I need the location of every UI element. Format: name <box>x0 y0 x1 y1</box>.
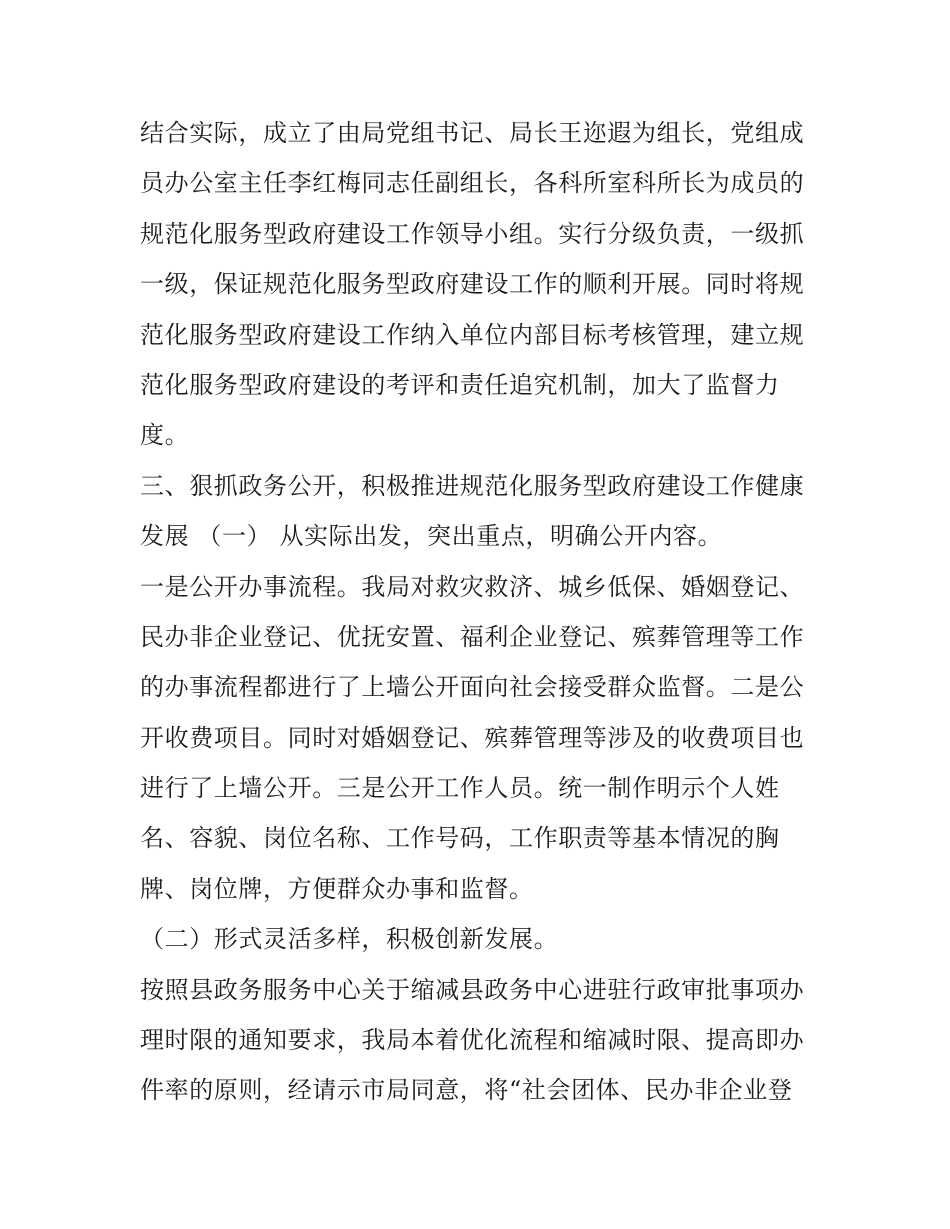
text-line: 结合实际，成立了由局党组书记、局长王迩遐为组长，党组成 <box>140 119 805 147</box>
subsection-heading: （二）形式灵活多样，积极创新发展。 <box>140 925 559 954</box>
text-line: 按照县政务服务中心关于缩减县政务中心进驻行政审批事项办 <box>140 975 805 1004</box>
text-line: 名、容貌、岗位名称、工作号码，工作职责等基本情况的胸 <box>140 824 780 853</box>
text-line: 一级，保证规范化服务型政府建设工作的顺利开展。同时将规 <box>140 270 805 299</box>
section-heading: 发展 （一） 从实际出发，突出重点，明确公开内容。 <box>140 522 723 551</box>
text-line: 规范化服务型政府建设工作领导小组。实行分级负责，一级抓 <box>140 219 805 248</box>
text-line: 一是公开办事流程。我局对救灾救济、城乡低保、婚姻登记、 <box>140 572 805 601</box>
text-line: 件率的原则，经请示市局同意，将“社会团体、民办非企业登 <box>140 1076 793 1105</box>
text-line: 民办非企业登记、优抚安置、福利企业登记、殡葬管理等工作 <box>140 622 805 651</box>
text-line: 的办事流程都进行了上墙公开面向社会接受群众监督。二是公 <box>140 673 805 702</box>
text-line: 进行了上墙公开。三是公开工作人员。统一制作明示个人姓 <box>140 774 780 803</box>
text-line: 度。 <box>140 421 190 450</box>
text-line: 牌、岗位牌，方便群众办事和监督。 <box>140 874 534 903</box>
text-line: 开收费项目。同时对婚姻登记、殡葬管理等涉及的收费项目也 <box>140 723 805 752</box>
section-heading: 三、狠抓政务公开，积极推进规范化服务型政府建设工作健康 <box>140 471 805 500</box>
text-line: 员办公室主任李红梅同志任副组长，各科所室科所长为成员的 <box>140 169 805 198</box>
text-line: 范化服务型政府建设工作纳入单位内部目标考核管理，建立规 <box>140 320 805 349</box>
text-line: 范化服务型政府建设的考评和责任追究机制，加大了监督力 <box>140 370 780 399</box>
body-text <box>140 108 820 1116</box>
text-line: 理时限的通知要求，我局本着优化流程和缩减时限、提高即办 <box>140 1026 805 1055</box>
